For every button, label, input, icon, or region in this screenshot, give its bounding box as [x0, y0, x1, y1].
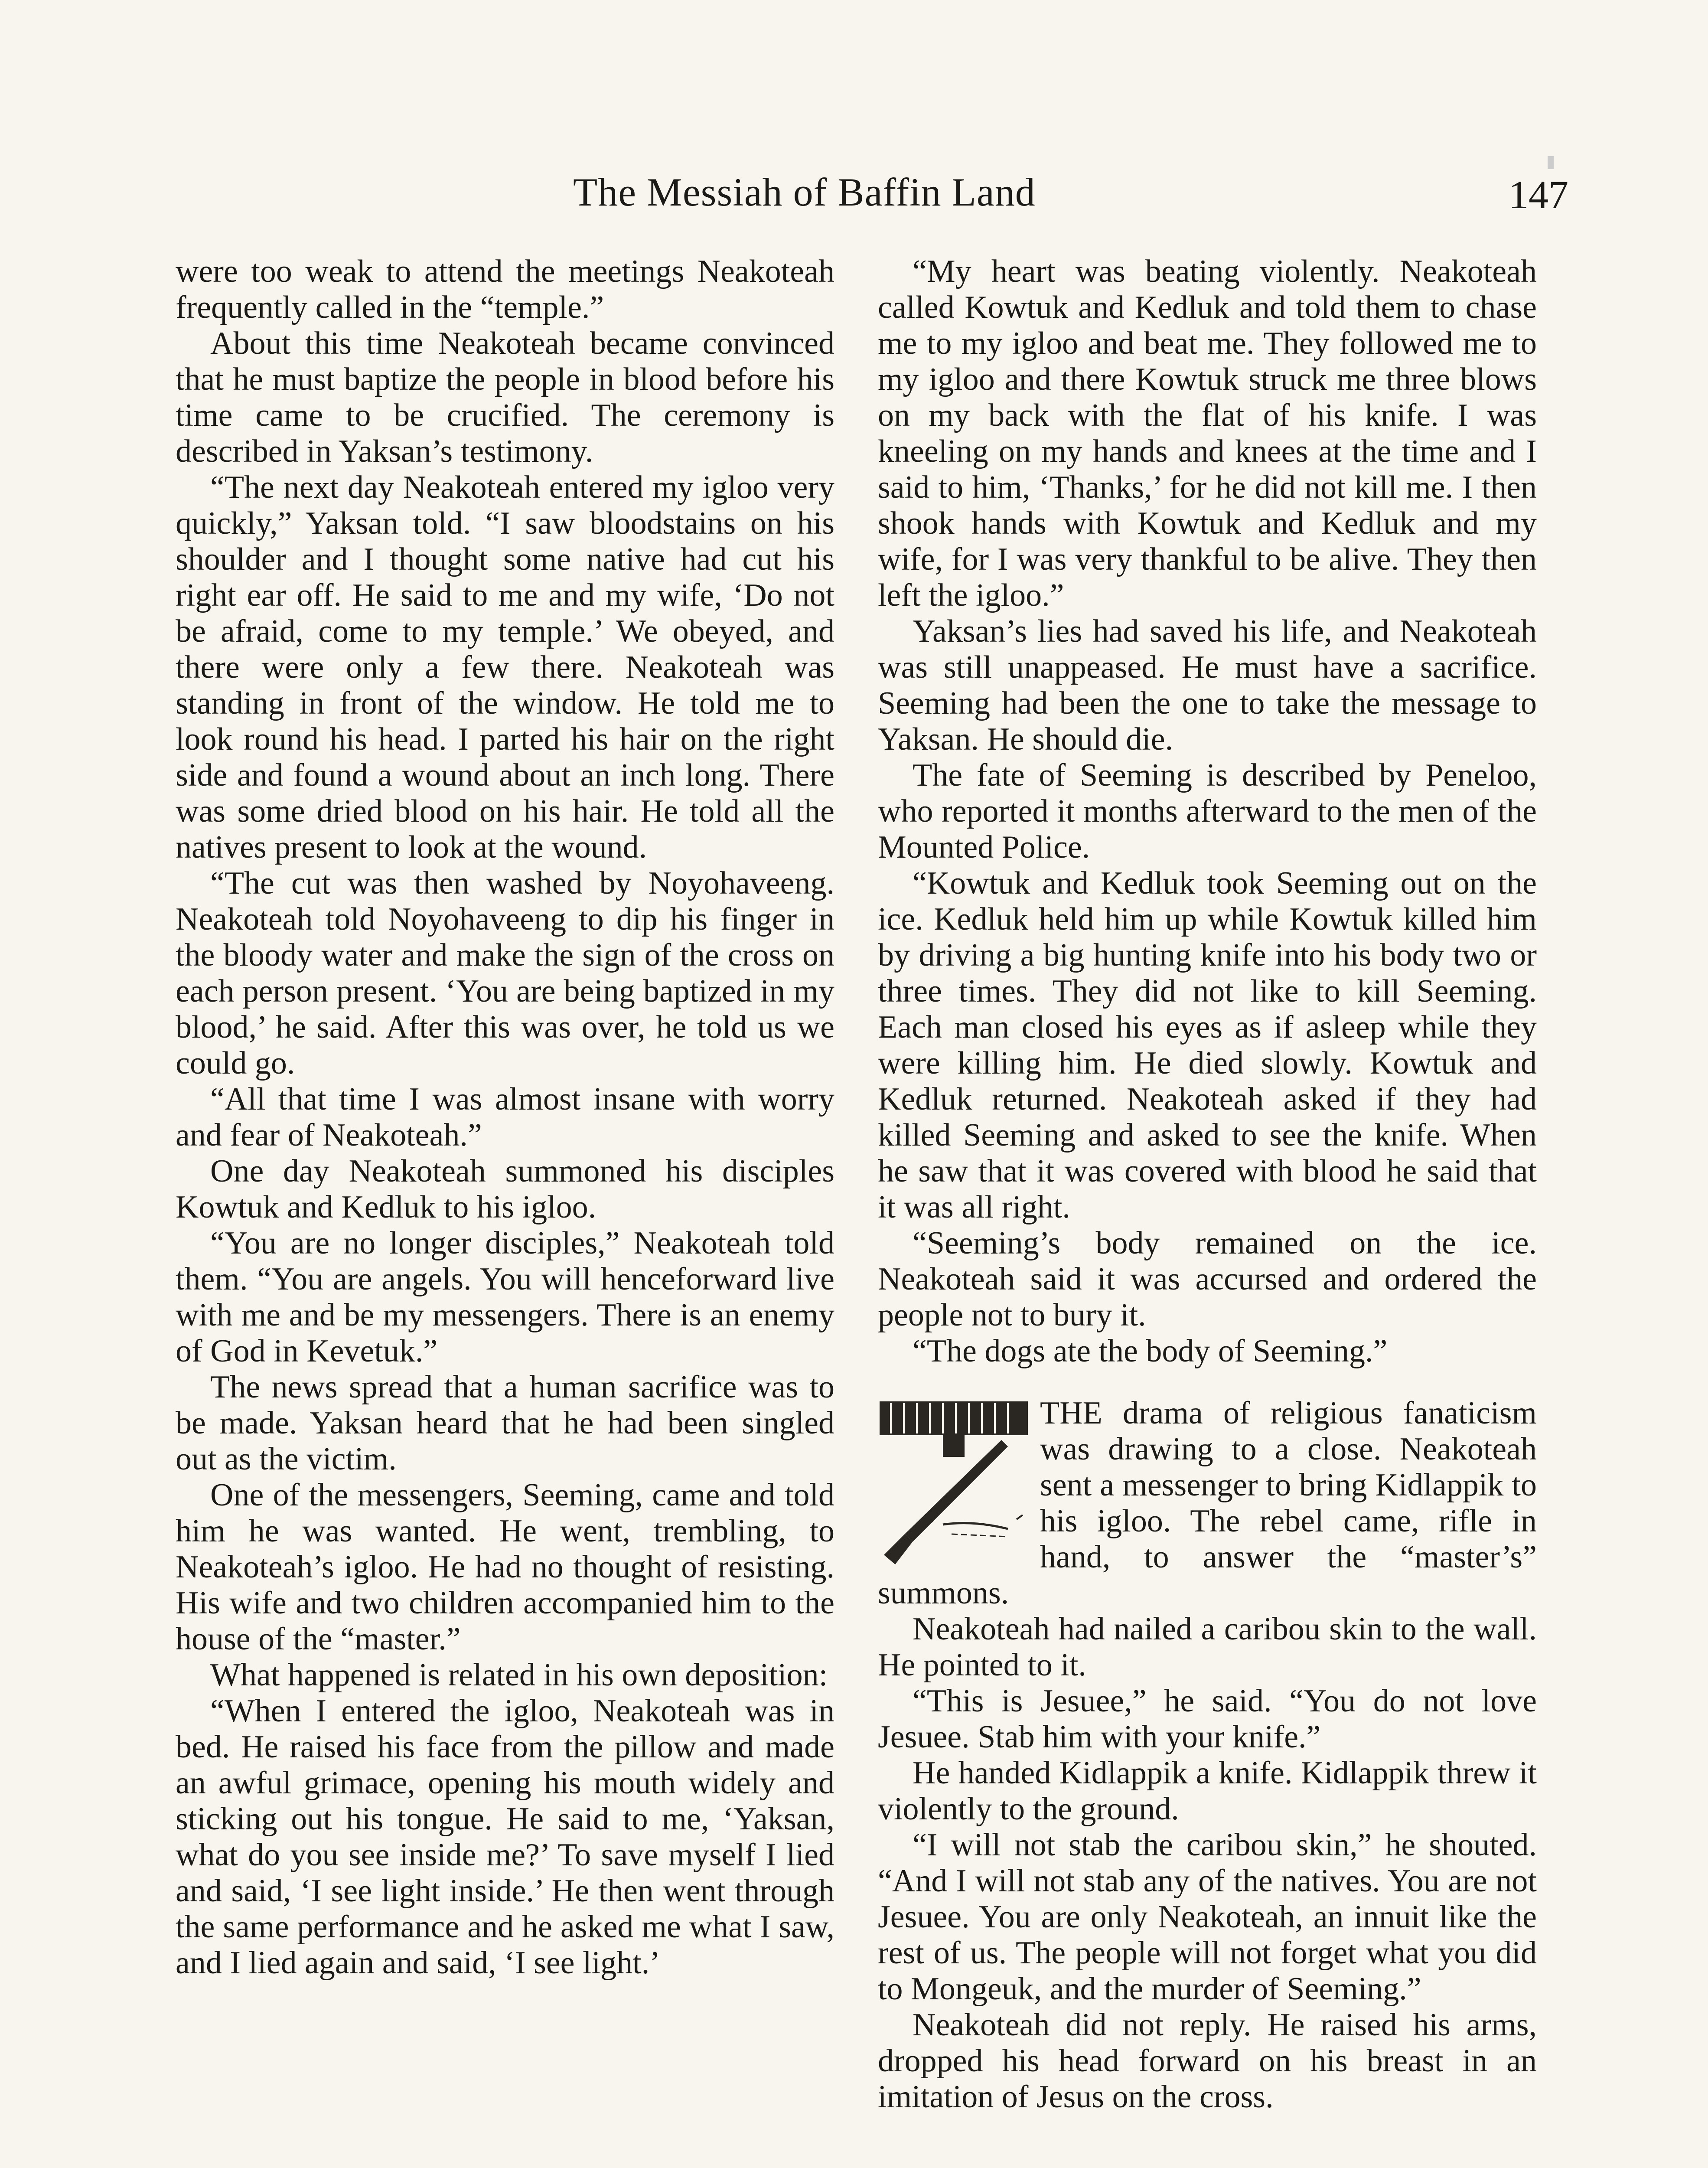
paragraph: About this time Neakoteah became convinced that he must baptize the people in blood before his time came to be crucified. The ceremony is described in Yaksan’s testimony.	[176, 326, 834, 469]
paragraph: The fate of Seeming is described by Peneloo, who reported it months afterward to the men of the Mounted Police.	[878, 757, 1537, 865]
running-header	[0, 169, 1708, 230]
page-number: 147	[1509, 173, 1568, 217]
drop-paragraph: THE drama of religious fanaticism was drawing to a close. Neakoteah sent a messenger to bring Kidlappik to his igloo. The rebel came, rifle in hand, to answer the “master’s” summons.	[878, 1395, 1537, 1611]
paragraph: “The dogs ate the body of Seeming.”	[913, 1333, 1388, 1369]
paragraph: Neakoteah did not reply. He raised his arms, dropped his head forward on his breast in an imitation of Jesus on the cross.	[878, 2007, 1537, 2115]
section-opening	[878, 1395, 1537, 1611]
paragraph: “All that time I was almost insane with worry and fear of Neakoteah.”	[176, 1081, 834, 1153]
paragraph: One day Neakoteah summoned his disciples Kowtuk and Kedluk to his igloo.	[176, 1153, 834, 1225]
paragraph: “Kowtuk and Kedluk took Seeming out on the ice. Kedluk held him up while Kowtuk killed him by driving a big hunting knife into his body two or three times. They did not like to kill Seeming. Each man closed his eyes as if asleep while they were killing him. He died slowly. Kowtuk and Kedluk returned. Neakoteah asked if they had killed Seeming and asked to see the knife. When he saw that it was covered with blood he said that it was all right.	[878, 865, 1537, 1225]
left-column	[176, 254, 834, 1981]
paragraph: “When I entered the igloo, Neakoteah was in bed. He raised his face from the pillow and made an awful grimace, opening his mouth widely and sticking out his tongue. He said to me, ‘Yaksan, what do you see inside me?’ To save myself I lied and said, ‘I see light inside.’ He then went through the same performance and he asked me what I saw, and I lied again and said, ‘I see light.’	[176, 1693, 834, 1981]
paragraph: “You are no longer disciples,” Neakoteah told them. “You are angels. You will henceforward live with me and be my messengers. There is an enemy of God in Kevetuk.”	[176, 1225, 834, 1369]
paragraph: were too weak to attend the meetings Neakoteah frequently called in the “temple.”	[176, 254, 834, 325]
paragraph: The news spread that a human sacrifice was to be made. Yaksan heard that he had been singled out as the victim.	[176, 1369, 834, 1477]
paragraph: “The cut was then washed by Noyohaveeng. Neakoteah told Noyohaveeng to dip his finger in the bloody water and make the sign of the cross on each person present. ‘You are being baptized in my blood,’ he said. After this was over, he told us we could go.	[176, 865, 834, 1081]
paragraph: What happened is related in his own deposition:	[210, 1657, 828, 1693]
paragraph: “My heart was beating violently. Neakoteah called Kowtuk and Kedluk and told them to chase me to my igloo and beat me. They followed me to my igloo and there Kowtuk struck me three blows on my back with the flat of his knife. I was kneeling on my hands and knees at the time and I said to him, ‘Thanks,’ for he did not kill me. I then shook hands with Kowtuk and Kedluk and my wife, for I was very thankful to be alive. They then left the igloo.”	[878, 254, 1537, 613]
ink-speck	[1548, 156, 1554, 169]
paragraph: Neakoteah had nailed a caribou skin to the wall. He pointed to it.	[878, 1611, 1537, 1683]
paragraph: One of the messengers, Seeming, came and told him he was wanted. He went, trembling, to Neakoteah’s igloo. He had no thought of resisting. His wife and two children accompanied him to the house of the “master.”	[176, 1477, 834, 1657]
paragraph: “This is Jesuee,” he said. “You do not love Jesuee. Stab him with your knife.”	[878, 1683, 1537, 1755]
paragraph: “The next day Neakoteah entered my igloo very quickly,” Yaksan told. “I saw bloodstains on his shoulder and I thought some native had cut his right ear off. He said to me and my wife, ‘Do not be afraid, come to my temple.’ We obeyed, and there were only a few there. Neakoteah was standing in front of the window. He told me to look round his head. I parted his hair on the right side and found a wound about an inch long. There was some dried blood on his hair. He told all the natives present to look at the wound.	[176, 470, 834, 865]
running-title: The Messiah of Baffin Land	[573, 170, 1036, 214]
paragraph: “I will not stab the caribou skin,” he shouted. “And I will not stab any of the natives. You are not Jesuee. You are only Neakoteah, an innuit like the rest of us. The people will not forget what you did to Mongeuk, and the murder of Seeming.”	[878, 1827, 1537, 2007]
right-column	[878, 254, 1537, 2115]
paragraph: Yaksan’s lies had saved his life, and Neakoteah was still unappeased. He must have a sacrifice. Seeming had been the one to take the message to Yaksan. He should die.	[878, 614, 1537, 757]
paragraph: “Seeming’s body remained on the ice. Neakoteah said it was accursed and ordered the people not to bury it.	[878, 1225, 1537, 1333]
decorative-initial-rifle-icon	[878, 1399, 1030, 1568]
paragraph: He handed Kidlappik a knife. Kidlappik threw it violently to the ground.	[878, 1755, 1537, 1827]
